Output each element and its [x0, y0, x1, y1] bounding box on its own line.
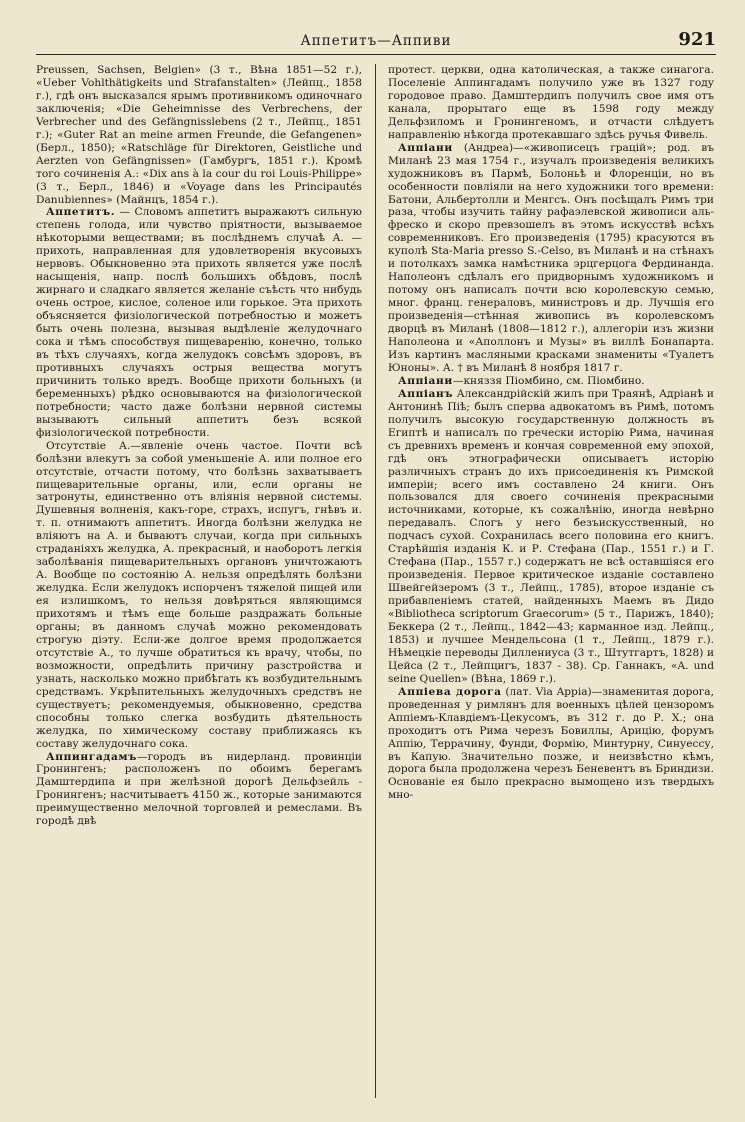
columns: [36, 64, 716, 1098]
entry: [388, 142, 714, 375]
dictionary-page: [36, 28, 716, 1098]
page-number: 921: [678, 29, 716, 50]
entry-text: Отсутствіе А.—явленіе очень частое. Почти всѣ болѣзни влекутъ за собой уменьшеніе А. или полное его отсутствіе, отчасти потому, что болѣзнь захватываетъ пищеварительные органы, или, если органы не затронуты, единственно отъ вліянія нервной системы. Душевныя волненія, какъ-горе, страхъ, испугъ, гнѣвъ и. т. п. отнимаютъ аппетитъ. Иногда болѣзни желудка не вліяютъ на А. и бываютъ случаи, когда при сильныхъ страданіяхъ желудка, А. прекрасный, и наоборотъ легкія заболѣванія пищеварительныхъ органовъ уничтожаютъ А. Вообще по состоянію А. нельзя опредѣлять болѣзни желудка. Если желудокъ испорченъ тяжелой пищей или ея излишкомъ, то нельзя довѣряться являющимся прихотямъ и тѣмъ еще больше раздражать больные органы; въ данномъ случаѣ можно рекомендовать строгую діэту. Если-же долгое время продолжается отсутствіе А., то лучше обратиться къ врачу, чтобы, по возможности, опредѣлить причину разстройства и узнать, насколько можно прибѣгать къ возбудительнымъ средствамъ. Укрѣпительныхъ желудочныхъ средствъ не существуетъ; рекомендуемыя, обыкновенно, средства способны только слегка возбудить дѣятельность желудка, по химическому составу приближаясь къ составу желудочнаго сока.: [36, 439, 362, 750]
entry-headword: Аппіани: [398, 374, 453, 387]
entry: [388, 64, 714, 142]
entry: [388, 388, 714, 686]
entry-headword: Аппингадамъ: [46, 750, 137, 763]
entry-text: —городъ въ нидерланд. провинціи Гронингенъ; расположенъ по обоимъ берегамъ Дамштердипа и при желѣзной дорогѣ Дельфзейль - Гронингенъ; насчитываетъ 4150 ж., которые занимаются преимущественно мелочной торговлей и ремеслами. Въ городѣ двѣ: [36, 750, 362, 828]
entry-text: — Словомъ аппетитъ выражаютъ сильную степень голода, или чувство пріятности, вызываемое нѣкоторыми веществами; въ послѣднемъ случаѣ А. — прихоть, направленная для удовлетворенія вкусовыхъ нервовъ. Обыкновенно эта прихоть является уже послѣ насыщенія, напр. послѣ большихъ обѣдовъ, послѣ жирнаго и сладкаго является желаніе съѣсть что нибудь очень острое, кислое, соленое или горькое. Эта прихоть объясняется физіологической потребностью и можетъ быть очень полезна, вызывая выдѣленіе желудочнаго сока и тѣмъ способствуя пищеваренію, конечно, только въ тѣхъ случаяхъ, когда желудокъ совсѣмъ здоровъ, въ противныхъ случаяхъ острыя вещества могутъ причинить только вредъ. Вообще прихоти больныхъ (и беременныхъ) рѣдко основываются на физіологической потребности; часто даже болѣзни нервной системы вызываютъ сильный аппетитъ безъ всякой физіологической потребности.: [36, 206, 362, 439]
entry-headword: Аппіева дорога: [398, 685, 502, 698]
entry: [388, 375, 714, 388]
entry-headword: Аппіани: [398, 141, 453, 154]
entry: [36, 64, 362, 206]
entry-text: Александрійскій жилъ при Траянѣ, Адріанѣ и Антонинѣ Піѣ; былъ сперва адвокатомъ въ Римѣ, потомъ получилъ высокую государственную должность въ Египтѣ и написалъ по гречески исторію Рима, начиная съ древнихъ временъ и кончая современной ему эпохой, гдѣ онъ этнографически описываетъ исторію различныхъ странъ до ихъ присоединенія къ Римской имперіи; всего имъ составлено 24 книги. Онъ пользовался для своего сочиненія прекрасными источниками, которые, къ сожалѣнію, иногда невѣрно передавалъ. Слогъ у него безъискусственный, но подчасъ сухой. Сохранилась всего половина его книгъ. Старѣйшія изданія К. и Р. Стефана (Пар., 1551 г.) и Г. Стефана (Пар., 1557 г.) содержатъ не всѣ оставшіяся его произведенія. Первое критическое изданіе составлено Швейгейзеромъ (3 т., Лейпц., 1785), второе изданіе съ прибавленіемъ статей, найденныхъ Маемъ въ Дидо «Bibliotheca scriptorum Graecorum» (5 т., Парижъ, 1840); Беккера (2 т., Лейпц., 1842—43; карманное изд. Лейпц., 1853) и лучшее Мендельсона (1 т., Лейпц., 1879 г.). Нѣмецкіе переводы Диллениуса (3 т., Штутгартъ, 1828) и Цейса (2 т., Лейпцигъ, 1837 - 38). Ср. Ганнакъ, «A. und seine Quellen» (Вѣна, 1869 г.).: [388, 387, 714, 685]
entry-text: (лат. Via Appia)—знаменитая дорога, проведенная у римлянъ для военныхъ цѣлей цензоромъ Аппіемъ-Клавдіемъ-Цекусомъ, въ 312 г. до Р. Х.; она проходитъ отъ Рима черезъ Бовиллы, Арицію, форумъ Аппію, Террачину, Фунди, Формію, Минтурну, Синуессу, въ Капую. Значительно позже, и неизвѣстно кѣмъ, дорога была продолжена черезъ Беневентъ въ Бриндизи. Основаніе ея было прекрасно вымощено изъ твердыхъ мно-: [388, 685, 714, 802]
left-column: [36, 64, 362, 1098]
running-title: Аппетитъ—Аппиви: [300, 33, 452, 49]
entry-text: Preussen, Sachsen, Belgien» (3 т., Вѣна 1851—52 г.), «Ueber Vohlthätigkeits und Strafanstalten» (Лейпц., 1858 г.), гдѣ онъ высказался ярымъ противникомъ одиночнаго заключенія; «Die Geheimnisse des Verbrechens, der Verbrecher und des Gefängnisslebens (2 т., Лейпц., 1851 г.); «Guter Rat an meine armen Freunde, die Gefangenen» (Берл., 1850); «Ratschläge für Direktoren, Geistliche und Aerzten von Gefängnissen» (Гамбургъ, 1851 г.). Кромѣ того сочиненія А.: «Dix ans à la cour du roi Louis-Philippe» (3 т., Берл., 1846) и «Voyage dans les Principautés Danubiennes» (Майнцъ, 1854 г.).: [36, 64, 362, 206]
entry: [36, 751, 362, 829]
right-column: [388, 64, 714, 1098]
entry-text: —княззя Піомбино, см. Піомбино.: [452, 374, 645, 387]
entry-text: (Андреа)—«живописецъ грацій»; род. въ Миланѣ 23 мая 1754 г., изучалъ произведенія великихъ художниковъ въ Пармѣ, Болоньѣ и Флоренціи, но въ особенности повліяли на него художники того времени: Батони, Альбертолли и Менгсъ. Онъ посѣщалъ Римъ три раза, чтобы изучить тайну рафаэлевской живописи аль-фреско и скоро превзошелъ въ этомъ искусствѣ всѣхъ современниковъ. Его произведенія (1795) красуются въ куполѣ Sta-Maria presso S.-Celso, въ Миланѣ и на стѣнахъ и потолкахъ замка намѣстника эрцгерцога Фердинанда. Наполеонъ сдѣлалъ его придворнымъ художникомъ и потому онъ написалъ почти всю королевскую семью, мног. франц. генераловъ, министровъ и др. Лучшія его произведенія—стѣнная живопись въ королевскомъ дворцѣ въ Миланѣ (1808—1812 г.), аллегоріи изъ жизни Наполеона и «Аполлонъ и Музы» въ виллѣ Бонапарта. Изъ картинъ масляными красками знамениты «Туалетъ Юноны». А. † въ Миланѣ 8 ноября 1817 г.: [388, 141, 714, 374]
entry: [388, 686, 714, 803]
entry: [36, 206, 362, 439]
entry-headword: Аппетитъ.: [46, 206, 116, 219]
entry: [36, 440, 362, 751]
page-header: [36, 28, 716, 55]
entry-text: протест. церкви, одна католическая, а также синагога. Поселеніе Аппингадамъ получило уже въ 1327 году городовое право. Дамштердипъ получилъ свое имя отъ канала, прорытаго еще въ 1598 году между Дельфзиломъ и Гронингеномъ, и отчасти слѣдуетъ направленію нѣкогда протекавшаго здѣсь ручья Фивель.: [388, 64, 714, 141]
entry-headword: Аппіанъ: [398, 387, 454, 400]
